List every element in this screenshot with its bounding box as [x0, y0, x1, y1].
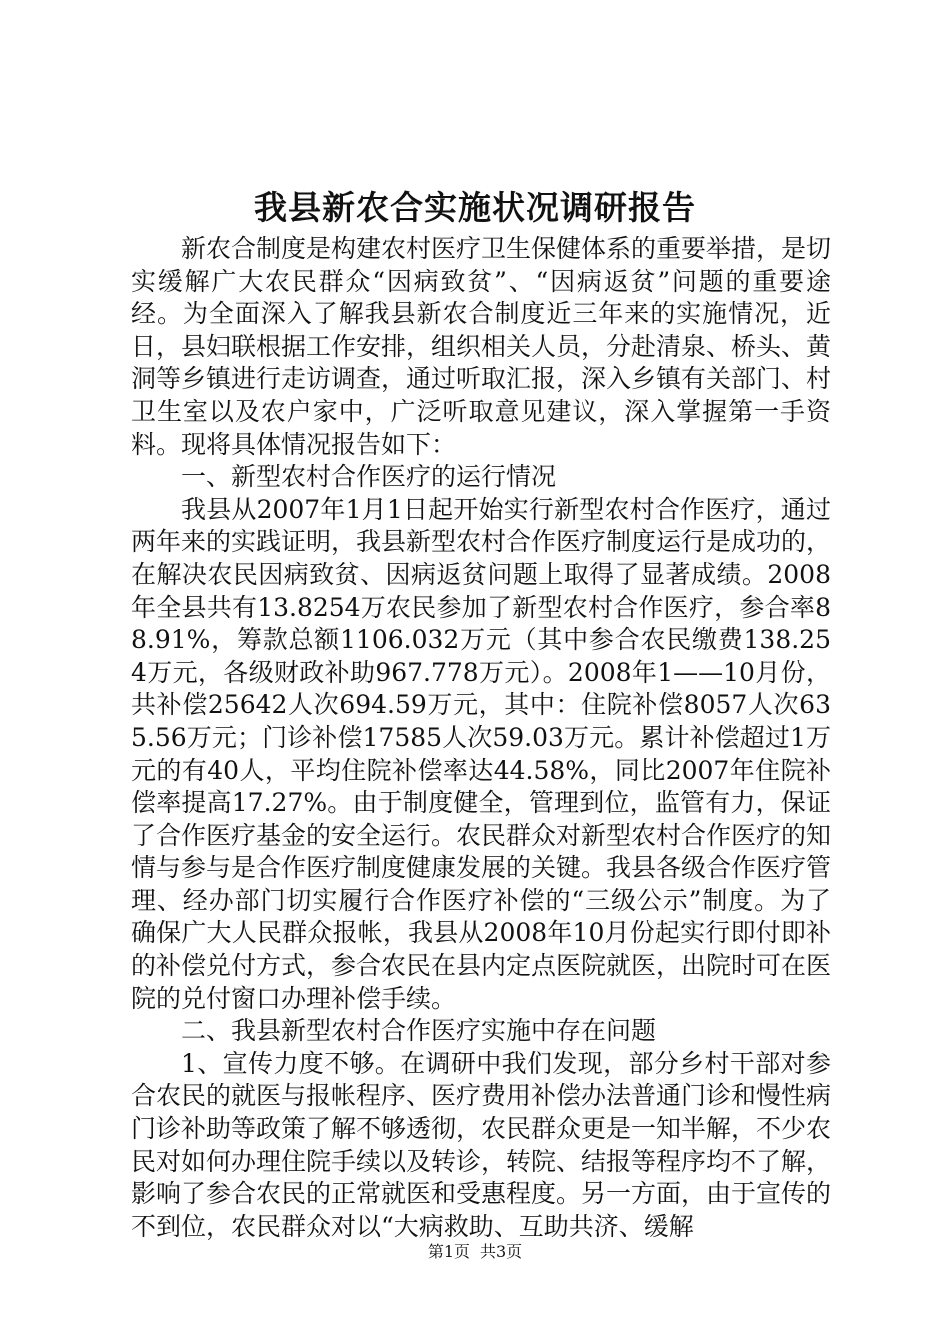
- page-footer: [0, 1241, 950, 1263]
- document-title: 我县新农合实施状况调研报告: [254, 188, 696, 227]
- page-number: 第1页: [427, 1242, 470, 1261]
- document-body: [131, 233, 831, 1243]
- page-total: 共3页: [480, 1242, 523, 1261]
- paragraph-problem-1: 1、宣传力度不够。在调研中我们发现，部分乡村干部对参合农民的就医与报帐程序、医疗费用补偿办法普通门诊和慢性病门诊补助等政策了解不够透彻，农民群众更是一知半解，不少农民对如何办理住院手续以及转诊，转院、结报等程序均不了解，影响了参合农民的正常就医和受惠程度。另一方面，由于宣传的不到位，农民群众对以“大病救助、互助共济、缓解: [131, 1048, 832, 1241]
- section-heading-1: 一、新型农村合作医疗的运行情况: [181, 462, 557, 492]
- section-heading-2: 二、我县新型农村合作医疗实施中存在问题: [181, 1016, 657, 1046]
- paragraph-operation: 我县从2007年1月1日起开始实行新型农村合作医疗，通过两年来的实践证明，我县新型农村合作医疗制度运行是成功的，在解决农民因病致贫、因病返贫问题上取得了显著成绩。2008年全县共有13.8254万农民参加了新型农村合作医疗，参合率88.91%，筹款总额1106.032万元（其中参合农民缴费138.254万元，各级财政补助967.778万元）。2008年1——10月份，共补偿25642人次694.59万元，其中：住院补偿8057人次635.56万元；门诊补偿17585人次59.03万元。累计补偿超过1万元的有40人，平均住院补偿率达44.58%，同比2007年住院补偿率提高17.27%。由于制度健全，管理到位，监管有力，保证了合作医疗基金的安全运行。农民群众对新型农村合作医疗的知情与参与是合作医疗制度健康发展的关键。我县各级合作医疗管理、经办部门切实履行合作医疗补偿的“三级公示”制度。为了确保广大人民群众报帐，我县从2008年10月份起实行即付即补的补偿兑付方式，参合农民在县内定点医院就医，出院时可在医院的兑付窗口办理补偿手续。: [131, 494, 832, 1013]
- paragraph-intro: 新农合制度是构建农村医疗卫生保健体系的重要举措，是切实缓解广大农民群众“因病致贫”、“因病返贫”问题的重要途经。为全面深入了解我县新农合制度近三年来的实施情况，近日，县妇联根据工作安排，组织相关人员，分赴清泉、桥头、黄洞等乡镇进行走访调查，通过听取汇报，深入乡镇有关部门、村卫生室以及农户家中，广泛听取意见建议，深入掌握第一手资料。现将具体情况报告如下：: [131, 234, 832, 459]
